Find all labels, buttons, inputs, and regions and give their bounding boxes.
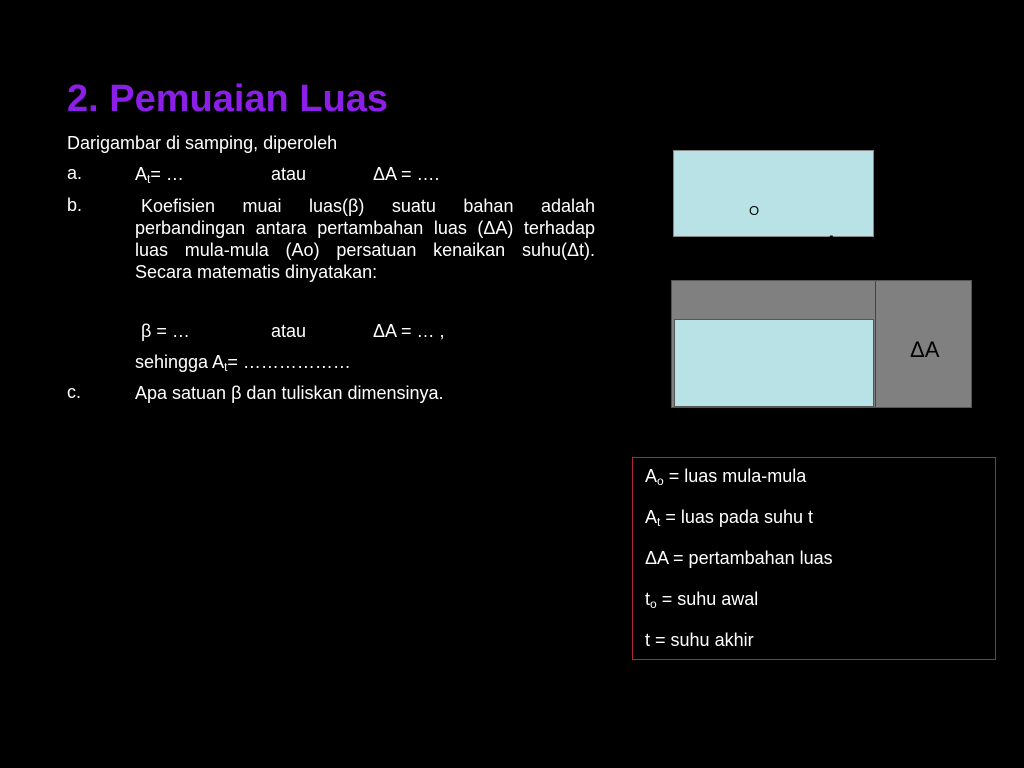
item-b-or: atau (271, 321, 307, 341)
item-b-beta: β = … (141, 321, 190, 341)
item-c-text: Apa satuan β dan tuliskan dimensinya. (135, 383, 444, 403)
item-b-delta: ΔA = … , (373, 321, 445, 341)
legend-item-t: t = suhu akhir (645, 630, 754, 650)
intro-text: Darigambar di samping, diperoleh (67, 133, 338, 153)
expansion-divider (875, 281, 876, 407)
legend-box (632, 457, 996, 660)
legend-item-ao: $A_o$ = luas mula-mula (645, 466, 807, 488)
expanded-area-box (671, 280, 972, 408)
item-a-at: $A_t=$ … (135, 164, 184, 186)
item-b-sehingga: sehingga $A_t=$ ……………… (135, 352, 351, 374)
initial-area-box (673, 150, 874, 256)
original-area-inset (674, 319, 874, 407)
initial-area-label: A $_O$ (749, 203, 839, 256)
item-b-marker: b. (67, 195, 83, 215)
item-a-marker: a. (67, 163, 83, 183)
item-b-text: Koefisien muai luas(β) suatu bahan adalah perbandingan antara pertambahan luas (ΔA) terhadap luas mula-mula (Ao) persatuan kenaikan suhu(Δt). Secara matematis dinyatakan: (135, 196, 595, 282)
delta-area-label: ΔA (910, 337, 940, 362)
item-a-delta: ΔA = …. (373, 164, 440, 184)
legend-item-delta-a: ΔA = pertambahan luas (645, 548, 833, 568)
slide-title: 2. Pemuaian Luas (67, 78, 389, 120)
item-c-marker: c. (67, 382, 82, 402)
legend-item-at: $A_t$ = luas pada suhu t (645, 507, 813, 529)
legend-item-to: $t_o$ = suhu awal (645, 589, 759, 611)
item-a-or: atau (271, 164, 307, 184)
